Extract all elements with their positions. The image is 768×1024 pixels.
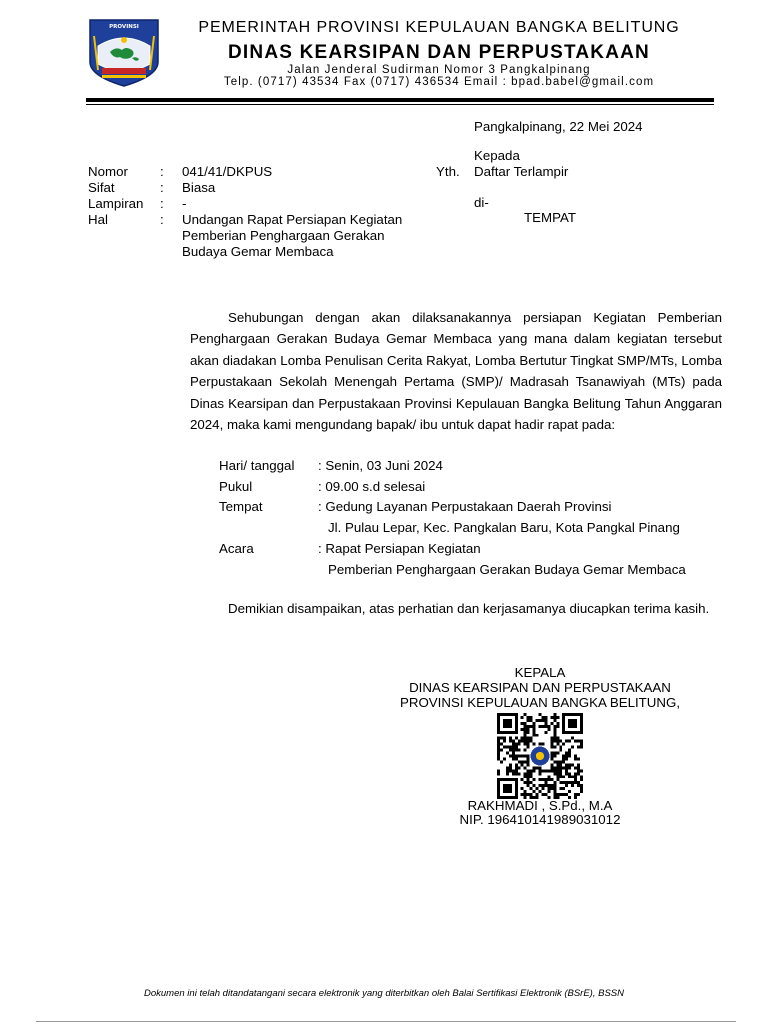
meta-nomor-value: 041/41/DKPUS [182, 164, 273, 179]
signature-name: RAKHMADI , S.Pd., M.A [467, 798, 613, 813]
signature-title-2: DINAS KEARSIPAN DAN PERPUSTAKAAN [409, 680, 671, 695]
footer-rule [36, 1021, 736, 1022]
meta-colon: : [160, 164, 164, 179]
schedule-hari-value: : Senin, 03 Juni 2024 [318, 458, 443, 473]
recipient-di: di- [474, 195, 489, 210]
province-emblem-logo [88, 18, 160, 88]
letter-date: Pangkalpinang, 22 Mei 2024 [474, 119, 643, 134]
meta-colon: : [160, 212, 164, 227]
letterhead-rule-thin [86, 104, 714, 105]
schedule-acara-label: Acara [219, 541, 254, 556]
meta-hal-value-1: Undangan Rapat Persiapan Kegiatan [182, 212, 403, 227]
meta-sifat-label: Sifat [88, 180, 115, 195]
schedule-acara-value-1: : Rapat Persiapan Kegiatan [318, 541, 481, 556]
letterhead-government: PEMERINTAH PROVINSI KEPULAUAN BANGKA BELITUNG [198, 19, 680, 36]
meta-lampiran-label: Lampiran [88, 196, 144, 211]
letterhead-rule-thick [86, 98, 714, 102]
meta-colon: : [160, 180, 164, 195]
meta-hal-label: Hal [88, 212, 108, 227]
schedule-pukul-value: : 09.00 s.d selesai [318, 479, 426, 494]
meta-lampiran-value: - [182, 196, 187, 211]
signature-nip: NIP. 196410141989031012 [459, 812, 621, 827]
schedule-tempat-value-2: Jl. Pulau Lepar, Kec. Pangkalan Baru, Kota Pangkal Pinang [328, 520, 680, 535]
footer-esign-notice: Dokumen ini telah ditandatangani secara elektronik yang diterbitkan oleh Balai Sertifikasi Elektronik (BSrE), BSSN [144, 988, 624, 999]
meta-hal-value-2: Pemberian Penghargaan Gerakan [182, 228, 385, 243]
signature-qr-code [497, 713, 583, 799]
meta-hal-value-3: Budaya Gemar Membaca [182, 244, 334, 259]
body-paragraph-2: Demikian disampaikan, atas perhatian dan kerjasamanya diucapkan terima kasih. [228, 601, 710, 616]
letterhead-address: Jalan Jenderal Sudirman Nomor 3 Pangkalpinang [287, 64, 591, 76]
letterhead-contact: Telp. (0717) 43534 Fax (0717) 436534 Email : bpad.babel@gmail.com [223, 76, 655, 88]
letterhead-agency: DINAS KEARSIPAN DAN PERPUSTAKAAN [228, 42, 650, 63]
schedule-tempat-label: Tempat [219, 499, 263, 514]
meta-nomor-label: Nomor [88, 164, 128, 179]
schedule-tempat-value-1: : Gedung Layanan Perpustakaan Daerah Provinsi [318, 499, 612, 514]
schedule-pukul-label: Pukul [219, 479, 253, 494]
schedule-acara-value-2: Pemberian Penghargaan Gerakan Budaya Gemar Membaca [328, 562, 686, 577]
recipient-yth: Yth. [436, 164, 460, 179]
recipient-kepada: Kepada [474, 148, 520, 163]
recipient-tempat: TEMPAT [524, 210, 576, 225]
body-paragraph-1: Sehubungan dengan akan dilaksanakannya persiapan Kegiatan Pemberian Penghargaan Gerakan Budaya Gemar Membaca yang mana dalam kegiatan tersebut akan diadakan Lomba Penulisan Cerita Rakyat, Lomba Bertutur Tingkat SMP/MTs, Lomba Perpustakaan Sekolah Menengah Pertama (SMP)/ Madrasah Tsanawiyah (MTs) pada Dinas Kearsipan dan Perpustakaan Provinsi Kepulauan Bangka Belitung Tahun Anggaran 2024, maka kami mengundang bapak/ ibu untuk dapat hadir rapat pada: [190, 310, 722, 433]
signature-title-3: PROVINSI KEPULAUAN BANGKA BELITUNG, [399, 695, 681, 710]
meta-sifat-value: Biasa [182, 180, 216, 195]
signature-title-1: KEPALA [514, 665, 566, 680]
svg-text:PROVINSI: PROVINSI [109, 24, 139, 30]
schedule-hari-label: Hari/ tanggal [219, 458, 295, 473]
recipient-name: Daftar Terlampir [474, 164, 569, 179]
meta-colon: : [160, 196, 164, 211]
